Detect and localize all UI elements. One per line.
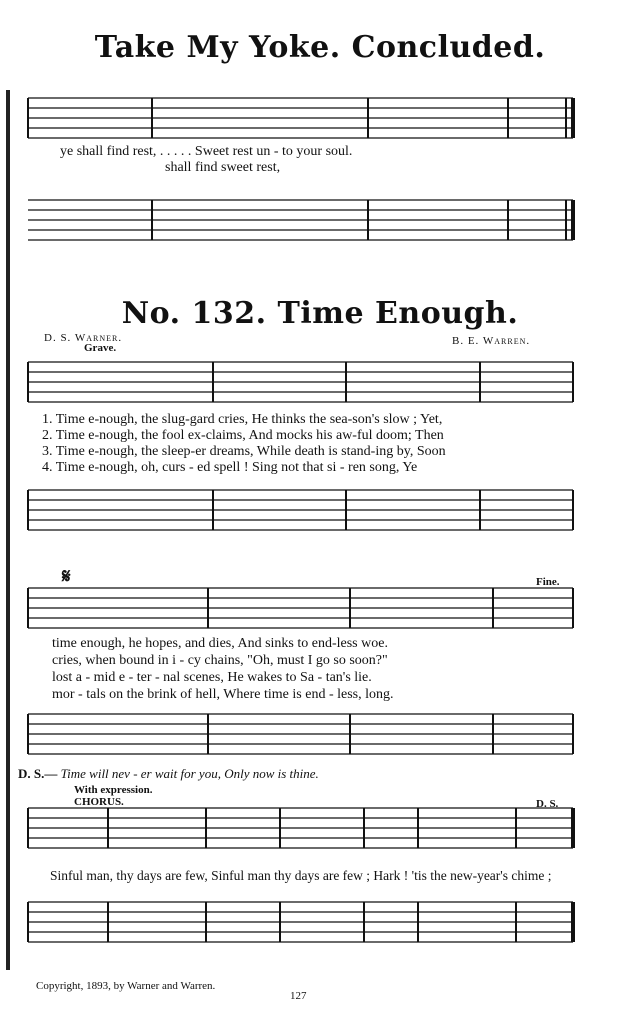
verse-1-line-a: 1. Time e-nough, the slug-gard cries, He thinks the sea-son's slow ; Yet, — [42, 412, 443, 427]
credit-music: B. E. Warren. — [452, 335, 531, 347]
copyright-notice: Copyright, 1893, by Warner and Warren. — [36, 980, 216, 992]
tempo-marking: Grave. — [84, 342, 117, 354]
treble-staff-1 — [28, 96, 618, 140]
expression-marking: With expression. — [74, 784, 153, 796]
chorus-lyric: Sinful man, thy days are few, Sinful man thy days are few ; Hark ! 'tis the new-year's chime ; — [50, 868, 552, 883]
bass-staff-4 — [28, 900, 618, 944]
verse-2-line-a: 2. Time e-nough, the fool ex-claims, And mocks his aw-ful doom; Then — [42, 428, 444, 443]
fine-marking: Fine. — [536, 576, 560, 588]
verse-3-line-b: lost a - mid e - ter - nal scenes, He wakes to Sa - tan's lie. — [52, 670, 372, 685]
ds-lyric-line — [18, 766, 319, 782]
bass-staff-2 — [28, 488, 618, 532]
concluded-lyric-line-1: ye shall find rest, . . . . . Sweet rest un - to your soul. — [60, 144, 353, 159]
treble-staff-3 — [28, 586, 618, 630]
ds-marking: D. S. — [536, 798, 559, 810]
ds-label: D. S.— — [18, 766, 58, 781]
concluded-lyric-line-2: shall find sweet rest, — [165, 160, 281, 175]
treble-staff-2 — [28, 360, 618, 404]
heading-hymn-132: No. 132. Time Enough. — [121, 296, 519, 331]
page-binding-edge — [6, 90, 10, 970]
chorus-label: CHORUS. — [74, 796, 124, 808]
verse-4-line-b: mor - tals on the brink of hell, Where time is end - less, long. — [52, 687, 394, 702]
ds-text: Time will nev - er wait for you, Only now is thine. — [60, 766, 319, 781]
segno-sign: 𝄋 — [62, 566, 71, 588]
heading-concluded: Take My Yoke. Concluded. — [94, 30, 546, 65]
verse-4-line-a: 4. Time e-nough, oh, curs - ed spell ! Sing not that si - ren song, Ye — [42, 460, 418, 475]
treble-staff-4 — [28, 806, 618, 850]
verse-1-line-b: time enough, he hopes, and dies, And sinks to end-less woe. — [52, 636, 388, 651]
verse-2-line-b: cries, when bound in i - cy chains, "Oh, must I go so soon?" — [52, 653, 388, 668]
credit-words: D. S. Warner. — [44, 332, 123, 344]
bass-staff-3 — [28, 712, 618, 756]
page-number: 127 — [290, 990, 307, 1002]
bass-staff-1 — [28, 198, 618, 242]
verse-3-line-a: 3. Time e-nough, the sleep-er dreams, While death is stand-ing by, Soon — [42, 444, 446, 459]
